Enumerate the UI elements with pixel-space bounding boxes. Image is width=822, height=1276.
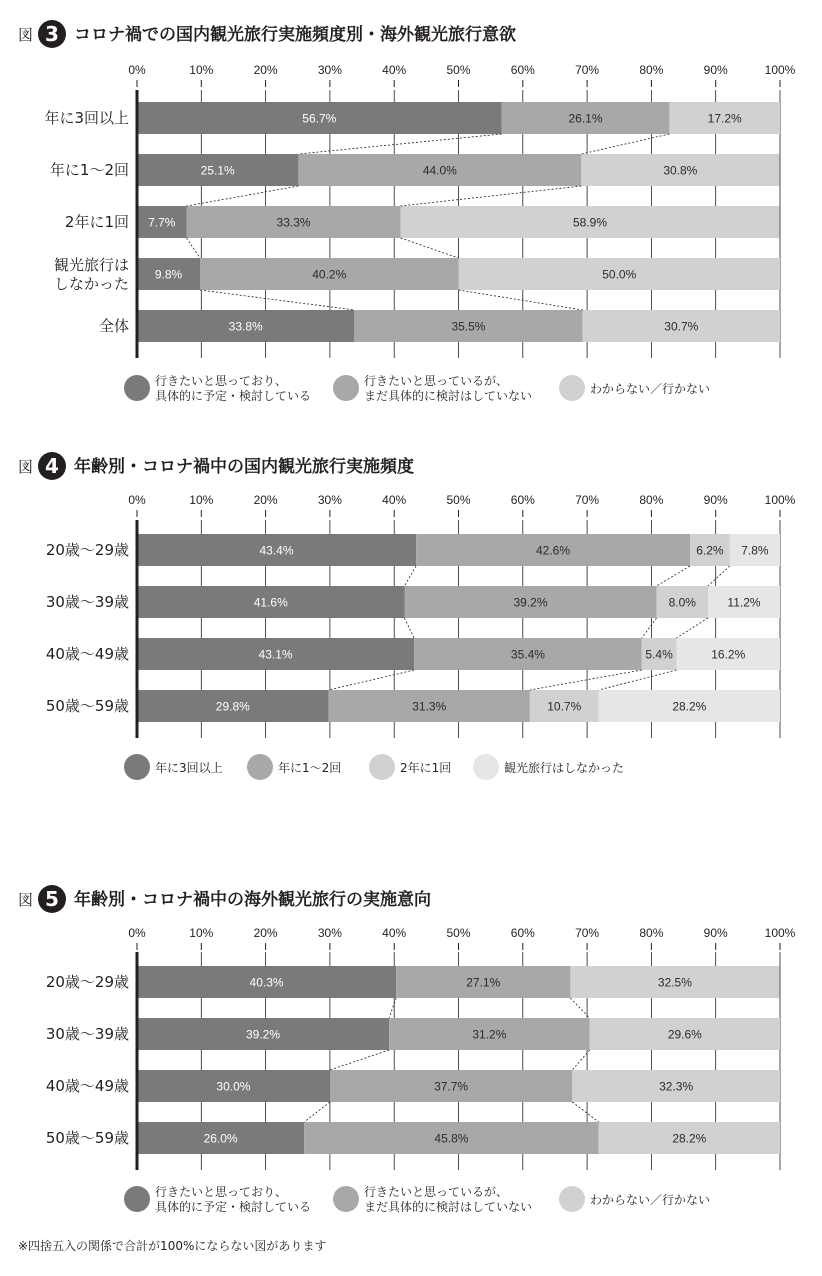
data-label: 29.8% [215, 699, 250, 714]
figure-title: 年齢別・コロナ禍中の海外観光旅行の実施意向 [74, 890, 431, 910]
connector-line [401, 238, 459, 258]
connector-line [572, 1102, 598, 1122]
connector-line [187, 238, 201, 258]
data-label: 40.3% [249, 975, 284, 990]
x-tick-label: 50% [446, 493, 471, 507]
data-label: 45.8% [434, 1131, 469, 1146]
figure-4 [18, 452, 796, 780]
data-label: 28.2% [672, 699, 707, 714]
legend-label: 年に3回以上 [155, 761, 223, 775]
data-label: 39.2% [513, 595, 548, 610]
figure-number: 5 [45, 887, 59, 911]
figure-label: 図 [18, 26, 34, 44]
connector-line [404, 618, 414, 638]
legend-label: 年に1〜2回 [278, 761, 342, 775]
legend-swatch [124, 754, 150, 780]
data-label: 17.2% [707, 111, 742, 126]
figure-title: コロナ禍での国内観光旅行実施頻度別・海外観光旅行意欲 [74, 25, 516, 45]
legend-swatch [247, 754, 273, 780]
data-label: 25.1% [200, 163, 235, 178]
figure-5 [18, 885, 796, 1214]
legend-label: 具体的に予定・検討している [155, 1200, 312, 1214]
legend-swatch [124, 1186, 150, 1212]
legend-swatch [124, 375, 150, 401]
x-tick-label: 10% [189, 493, 214, 507]
data-label: 16.2% [711, 647, 746, 662]
legend-swatch [559, 1186, 585, 1212]
legend-label: 行きたいと思っており、 [155, 374, 288, 388]
data-label: 33.3% [276, 215, 311, 230]
data-label: 9.8% [154, 267, 183, 282]
data-label: 8.0% [668, 595, 696, 610]
x-tick-label: 90% [703, 493, 728, 507]
data-label: 30.0% [216, 1079, 251, 1094]
x-tick-label: 40% [382, 63, 407, 77]
legend-swatch [333, 1186, 359, 1212]
data-label: 43.4% [259, 543, 294, 558]
legend-label: 具体的に予定・検討している [155, 389, 312, 403]
data-label: 40.2% [312, 267, 347, 282]
data-label: 44.0% [422, 163, 457, 178]
data-label: 31.3% [412, 699, 447, 714]
data-label: 11.2% [727, 595, 761, 610]
x-tick-label: 20% [253, 493, 278, 507]
x-tick-label: 30% [317, 493, 342, 507]
x-tick-label: 30% [317, 926, 342, 940]
data-label: 33.8% [228, 319, 263, 334]
category-label: 20歳〜29歳 [45, 973, 129, 991]
category-label: しなかった [53, 275, 129, 293]
figure-label: 図 [18, 458, 34, 476]
category-label: 50歳〜59歳 [45, 1129, 129, 1147]
data-label: 28.2% [672, 1131, 707, 1146]
figure-label: 図 [18, 891, 34, 909]
connector-line [599, 670, 677, 690]
data-label: 30.8% [663, 163, 698, 178]
x-tick-label: 10% [189, 926, 214, 940]
legend-label: 行きたいと思っているが、 [364, 374, 509, 388]
figure-number: 4 [45, 454, 59, 478]
data-label: 10.7% [547, 699, 582, 714]
connector-line [298, 134, 501, 154]
figure-3 [18, 20, 796, 403]
category-label: 2年に1回 [64, 213, 129, 231]
x-tick-label: 80% [639, 493, 664, 507]
x-tick-label: 90% [703, 63, 728, 77]
data-label: 29.6% [667, 1027, 702, 1042]
x-tick-label: 80% [639, 926, 664, 940]
footnote: ※四捨五入の関係で合計が100%にならない図があります [18, 1239, 327, 1253]
legend-label: まだ具体的に検討はしていない [364, 1200, 533, 1214]
connector-line [581, 134, 669, 154]
x-tick-label: 60% [510, 493, 535, 507]
data-label: 35.4% [510, 647, 545, 662]
data-label: 26.0% [203, 1131, 238, 1146]
x-tick-label: 10% [189, 63, 214, 77]
data-label: 41.6% [253, 595, 288, 610]
data-label: 7.7% [148, 215, 176, 230]
data-label: 50.0% [602, 267, 637, 282]
data-label: 7.8% [741, 543, 769, 558]
data-label: 32.3% [659, 1079, 694, 1094]
connector-line [330, 1050, 389, 1070]
figure-title: 年齢別・コロナ禍中の国内観光旅行実施頻度 [74, 457, 414, 477]
connector-line [459, 290, 583, 310]
x-tick-label: 80% [639, 63, 664, 77]
legend-label: わからない／行かない [590, 382, 711, 396]
connector-line [401, 186, 582, 206]
connector-line [708, 566, 730, 586]
legend-swatch [559, 375, 585, 401]
data-label: 31.2% [472, 1027, 507, 1042]
x-tick-label: 50% [446, 63, 471, 77]
x-tick-label: 60% [510, 63, 535, 77]
connector-line [304, 1102, 330, 1122]
data-label: 6.2% [696, 543, 724, 558]
category-label: 30歳〜39歳 [45, 1025, 129, 1043]
x-tick-label: 20% [253, 926, 278, 940]
data-label: 35.5% [451, 319, 486, 334]
category-label: 年に1〜2回 [49, 161, 129, 179]
legend-label: わからない／行かない [590, 1193, 711, 1207]
data-label: 30.7% [664, 319, 699, 334]
x-tick-label: 90% [703, 926, 728, 940]
data-label: 26.1% [568, 111, 603, 126]
legend-swatch [333, 375, 359, 401]
category-label: 30歳〜39歳 [45, 593, 129, 611]
category-label: 観光旅行は [53, 256, 129, 274]
x-tick-label: 40% [382, 493, 407, 507]
category-label: 全体 [98, 317, 129, 335]
legend-swatch [369, 754, 395, 780]
connector-line [657, 566, 690, 586]
legend-swatch [473, 754, 499, 780]
data-label: 56.7% [302, 111, 337, 126]
legend-label: 観光旅行はしなかった [504, 761, 625, 775]
connector-line [642, 618, 657, 638]
data-label: 5.4% [645, 647, 673, 662]
category-label: 50歳〜59歳 [45, 697, 129, 715]
x-tick-label: 100% [764, 926, 796, 940]
figure-number: 3 [45, 22, 59, 46]
x-tick-label: 100% [764, 493, 796, 507]
connector-line [404, 566, 416, 586]
connector-line [676, 618, 708, 638]
data-label: 58.9% [572, 215, 608, 230]
x-tick-label: 0% [128, 493, 146, 507]
x-tick-label: 50% [446, 926, 471, 940]
connector-line [187, 186, 299, 206]
legend-label: まだ具体的に検討はしていない [364, 389, 533, 403]
legend-label: 行きたいと思っているが、 [364, 1185, 509, 1199]
x-tick-label: 20% [253, 63, 278, 77]
data-label: 37.7% [434, 1079, 469, 1094]
x-tick-label: 100% [764, 63, 796, 77]
x-tick-label: 40% [382, 926, 407, 940]
x-tick-label: 70% [575, 63, 600, 77]
data-label: 32.5% [657, 975, 692, 990]
x-tick-label: 70% [575, 926, 600, 940]
x-tick-label: 70% [575, 493, 600, 507]
x-tick-label: 0% [128, 63, 146, 77]
x-tick-label: 0% [128, 926, 146, 940]
x-tick-label: 30% [317, 63, 342, 77]
data-label: 27.1% [466, 975, 501, 990]
data-label: 42.6% [536, 543, 571, 558]
category-label: 年に3回以上 [44, 109, 129, 127]
category-label: 40歳〜49歳 [45, 1077, 129, 1095]
connector-line [329, 670, 415, 690]
x-tick-label: 60% [510, 926, 535, 940]
connector-line [389, 998, 396, 1018]
legend-label: 2年に1回 [400, 761, 452, 775]
category-label: 40歳〜49歳 [45, 645, 129, 663]
connector-line [530, 670, 642, 690]
data-label: 43.1% [258, 647, 293, 662]
connector-line [200, 290, 354, 310]
category-label: 20歳〜29歳 [45, 541, 129, 559]
data-label: 39.2% [246, 1027, 281, 1042]
legend-label: 行きたいと思っており、 [155, 1185, 288, 1199]
